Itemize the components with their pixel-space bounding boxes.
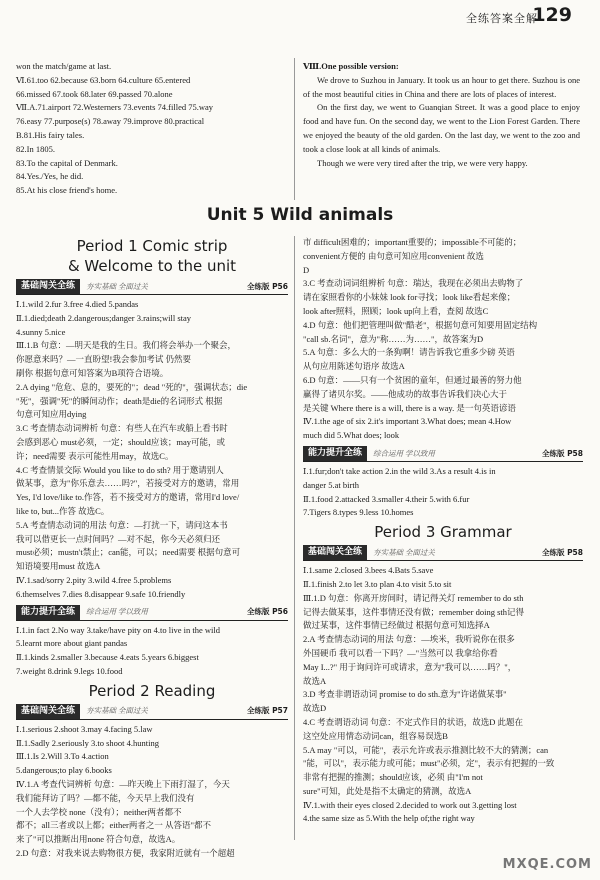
right-column <box>303 236 583 826</box>
section-motto: 夯实基础 全面过关 <box>86 706 148 716</box>
section-header-basic <box>16 279 288 295</box>
answer-line: 刷你 根据句意可知答案为B项符合语境。 <box>16 367 169 378</box>
answer-line: "能，可以"，表示能力或可能；must"必须，定"，表示有把握的一致 <box>303 758 555 769</box>
section-tag: 基础闯关全练 <box>303 545 367 560</box>
answer-line: must必须；mustn't禁止；can能，可以；need需要 根据句意可 <box>16 547 241 558</box>
answer-line: 85.At his close friend's home. <box>16 185 118 196</box>
answer-line: much did 5.What does; look <box>303 430 400 441</box>
answer-line: Ⅱ.1.kinds 2.smaller 3.because 4.eats 5.years 6.biggest <box>16 652 199 663</box>
answer-line: Ⅱ.1.died;death 2.dangerous;danger 3.rains;will stay <box>16 312 192 323</box>
section-ref: 全练版 P57 <box>246 706 288 716</box>
essay-paragraph: Though we were very tired after the trip, we were very happy. <box>317 157 528 168</box>
answer-line: 7.Tigers 8.types 9.less 10.homes <box>303 507 414 518</box>
answer-line: Ⅳ.1.A 考查代词辨析 句意：—昨天晚上下雨打湿了，今天 <box>16 778 230 789</box>
answer-line: 市 difficult困难的；important重要的；impossible不可能的； <box>303 237 522 247</box>
answer-line: 82.In 1805. <box>16 143 55 154</box>
top-right-essay <box>303 60 580 170</box>
answer-line: 我可以借更长一点时间吗？—对不起，你今天必须归还 <box>16 533 221 544</box>
header-title: 全练答案全解 <box>466 12 538 25</box>
column-divider <box>294 236 295 840</box>
answer-line: Ⅱ.1.Sadly 2.seriously 3.to shoot 4.hunting <box>16 737 159 748</box>
answer-line: 4.D 句意：他们把管理叫做"酷老"，根据句意可知要用固定结构 <box>303 319 538 330</box>
answer-line: 83.To the capital of Denmark. <box>16 157 118 168</box>
answer-line: 是关键 Where there is a will, there is a way. 是一句英语谚语 <box>303 402 516 413</box>
answer-line: Ⅰ.1.serious 2.shoot 3.may 4.facing 5.law <box>16 723 153 734</box>
top-left-answers <box>16 60 286 198</box>
answer-line: 请在家照看你的小妹妹 look for寻找；look like看起来像； <box>303 292 516 303</box>
answer-line: Ⅰ.1.in fact 2.No way 3.take/have pity on 4.to live in the wild <box>16 624 221 635</box>
column-divider <box>294 58 295 200</box>
answer-line: Ⅳ.1.the age of six 2.it's important 3.What does; mean 4.How <box>303 416 512 427</box>
answer-line: 4.C 考查情景交际 Would you like to do sth? 用于邀请别人 <box>16 464 224 475</box>
answer-line: Ⅰ.1.same 2.closed 3.bees 4.Bats 5.save <box>303 565 434 576</box>
answer-line: 5.dangerous;to play 6.books <box>16 765 112 776</box>
period-title: Period 3 Grammar <box>374 523 512 542</box>
section-ref: 全练版 P58 <box>541 547 583 557</box>
answer-line: 4.sunny 5.nice <box>16 326 66 337</box>
left-column <box>16 236 288 861</box>
answer-line: 句意可知应用dying <box>16 409 87 420</box>
answer-line: 5.A may "可以，可能"，表示允许或表示推测比较不大的猜测；can <box>303 744 549 755</box>
answer-line: 我们能拜访了吗？—都不能，今天早上我们没有 <box>16 792 195 803</box>
answer-line: 66.missed 67.took 68.later 69.passed 70.alone <box>16 88 173 99</box>
answer-line: 记得去做某事，这件事情还没有做；remember doing sth记得 <box>303 606 524 617</box>
answer-line: 2.A dying "危危、息的，要死的"；dead "死的"，强调状态；die <box>16 381 248 392</box>
section-motto: 综合运用 学以致用 <box>86 607 148 617</box>
answer-line: 你愿意来吗？—一直盼望!我会参加考试 仍然要 <box>16 354 191 365</box>
answer-line: 3.C 考查动词词组辨析 句意：瑞达，我现在必须出去购物了 <box>303 278 524 289</box>
answer-line: Yes, I'd love/like to.作答，若不接受对方的邀请，常用I'd love/ <box>16 492 240 503</box>
answer-line: Ⅲ.1.B 句意：—明天是我的生日。我们将会举办一个聚会， <box>16 340 236 351</box>
section-header-advanced <box>303 446 583 462</box>
answer-line: danger 5.at birth <box>303 479 359 490</box>
answer-line: B.81.His fairy tales. <box>16 129 85 140</box>
answer-line: 故选A <box>303 675 327 686</box>
answer-line: sure"可知，此处是指不太确定的猜测，故选A <box>303 785 472 796</box>
answer-line: 许；need需要 表示可能性用may，故选C。 <box>16 450 174 461</box>
answer-line: Ⅶ.A.71.airport 72.Westerners 73.events 74.filled 75.way <box>16 102 214 113</box>
section-motto: 夯实基础 全面过关 <box>373 547 435 557</box>
answer-line: like to, but...作答 故选C。 <box>16 505 110 516</box>
answer-line: 3.D 考查非谓语动词 promise to do sth.意为"许诺做某事" <box>303 689 507 700</box>
answer-line: 3.C 考查情态动词辨析 句意：有些人在汽车或船上看书时 <box>16 423 228 434</box>
answer-line: 做过某事，这件事情已经做过 根据句意可知选择A <box>303 620 490 631</box>
answer-line: Ⅱ.1.finish 2.to let 3.to plan 4.to visit 5.to sit <box>303 578 452 589</box>
unit-title: Unit 5 Wild animals <box>206 205 394 225</box>
page-header <box>0 0 600 30</box>
section-tag: 基础闯关全练 <box>16 279 80 294</box>
answer-line: Ⅱ.1.food 2.attacked 3.smaller 4.their 5.with 6.fur <box>303 493 470 504</box>
period-title: Period 1 Comic strip <box>76 237 228 255</box>
answer-line: 2.D 句意：对我来说去购物很方便，我家附近就有一个超超 <box>16 847 235 858</box>
answer-line: 5.A 句意：多么大的一条狗啊！请告诉我它重多少磅 英语 <box>303 347 515 358</box>
answer-line: 这空处应用情态动词can，组容易误选B <box>303 730 448 741</box>
section-motto: 综合运用 学以致用 <box>373 448 435 458</box>
answer-line: 5.learnt more about giant pandas <box>16 638 128 649</box>
section-header-basic <box>16 704 288 720</box>
essay-paragraph: We drove to Suzhou in January. It took us an hour to get there. Suzhou is one of the most beautiful cities in China and there are lots of places of interest. <box>303 74 580 99</box>
period-title: Period 2 Reading <box>88 681 216 700</box>
section-ref: 全练版 P56 <box>246 607 288 617</box>
section-ref: 全练版 P56 <box>246 281 288 291</box>
answer-line: 赢得了诸贝尔奖。——他成功的故事告诉我们决心大于 <box>303 388 508 399</box>
answer-line: 6.D 句意：——只有一个贫困的童年，但通过最善的努力他 <box>303 374 522 385</box>
answer-line: 4.the same size as 5.With the help of;the right way <box>303 813 475 824</box>
section-header-advanced <box>16 605 288 621</box>
section-tag: 能力提升全练 <box>16 605 80 620</box>
answer-line: 从句应用陈述句语序 故选A <box>303 361 405 372</box>
answer-line: Ⅳ.1.sad/sorry 2.pity 3.wild 4.free 5.problems <box>16 574 172 585</box>
essay-heading: Ⅷ.One possible version: <box>303 61 399 71</box>
section-motto: 夯实基础 全面过关 <box>86 281 148 291</box>
answer-line: 6.themselves 7.dies 8.disappear 9.safe 10.friendly <box>16 588 186 599</box>
page-number: 129 <box>532 4 572 26</box>
answer-line: 2.A 考查情态动词的用法 句意：—埃米，我听说你在很多 <box>303 634 515 645</box>
answer-line: 做某事，意为"你乐意去……吗?"，若接受对方的邀请，常用 <box>16 478 240 489</box>
answer-line: Ⅰ.1.fur;don't take action 2.in the wild 3.As a result 4.is in <box>303 465 496 476</box>
section-header-basic <box>303 545 583 561</box>
answer-line: D <box>303 264 310 275</box>
answer-line: 非常有把握的推测；should应该，必须 由"I'm not <box>303 772 483 783</box>
answer-line: 故选D <box>303 703 327 714</box>
section-tag: 能力提升全练 <box>303 446 367 461</box>
answer-line: 84.Yes./Yes, he did. <box>16 171 84 182</box>
answer-line: Ⅰ.1.wild 2.fur 3.free 4.died 5.pandas <box>16 299 139 309</box>
period-subtitle: & Welcome to the unit <box>67 257 237 275</box>
answer-line: look after照料，照顾；look up向上看，查阅 故选C <box>303 305 489 316</box>
answer-line: May I...?" 用于询问许可或请求，意为"我可以……吗？"， <box>303 661 517 672</box>
answer-line: 5.A 考查情态动词的用法 句意：—打扰一下，请问这本书 <box>16 519 228 530</box>
answer-line: Ⅳ.1.with their eyes closed 2.decided to work out 3.getting lost <box>303 799 517 810</box>
answer-line: "死"，强调"死"的瞬间动作；death是die的名词形式 根据 <box>16 395 223 406</box>
answer-line: "call sb.名词"，意为"称……为……"，故答案为D <box>303 333 484 344</box>
answer-line: 会感到恶心 must必须，一定；should应该；may可能，或 <box>16 436 225 447</box>
answer-line: won the match/game at last. <box>16 61 112 71</box>
answer-line: Ⅵ.61.too 62.because 63.born 64.culture 65.entered <box>16 74 191 85</box>
answer-line: 76.easy 77.purpose(s) 78.away 79.improve 80.practical <box>16 116 205 127</box>
answer-line: Ⅲ.1.Is 2.Will 3.To 4.action <box>16 751 109 762</box>
essay-paragraph: On the first day, we went to Guanqian Street. It was a good place to enjoy food and have fun. On the second day, we went to the Lion Forest Garden. There we enjoyed the beauty of the old garden. On the last day, we went to the zoo and took a close look at all kinds of animals. <box>303 102 580 154</box>
answer-line: 一个人去学校 none（没有）；neither两者都不 <box>16 806 182 817</box>
answer-line: 知语境要用must 故选A <box>16 561 101 572</box>
watermark: MXQE.COM <box>502 857 592 872</box>
answer-line: 都不；all三者或以上都；either两者之一 从答语"都不 <box>16 820 211 831</box>
section-ref: 全练版 P58 <box>541 448 583 458</box>
answer-line: 来了"可以推断出用none 符合句意，故选A。 <box>16 834 181 845</box>
answer-line: convenient方便的 由句意可知应用convenient 故选 <box>303 250 484 261</box>
section-tag: 基础闯关全练 <box>16 704 80 719</box>
answer-line: 外国硬币 我可以看一下吗？—"当然可以 我拿给你看 <box>303 647 498 658</box>
answer-line: Ⅲ.1.D 句意：你离开房间时，请记得关灯 remember to do sth <box>303 592 524 603</box>
answer-line: 4.C 考查谓语动词 句意：不定式作目的状语，故选D 此题在 <box>303 716 524 727</box>
answer-line: 7.weight 8.drink 9.legs 10.food <box>16 665 123 676</box>
